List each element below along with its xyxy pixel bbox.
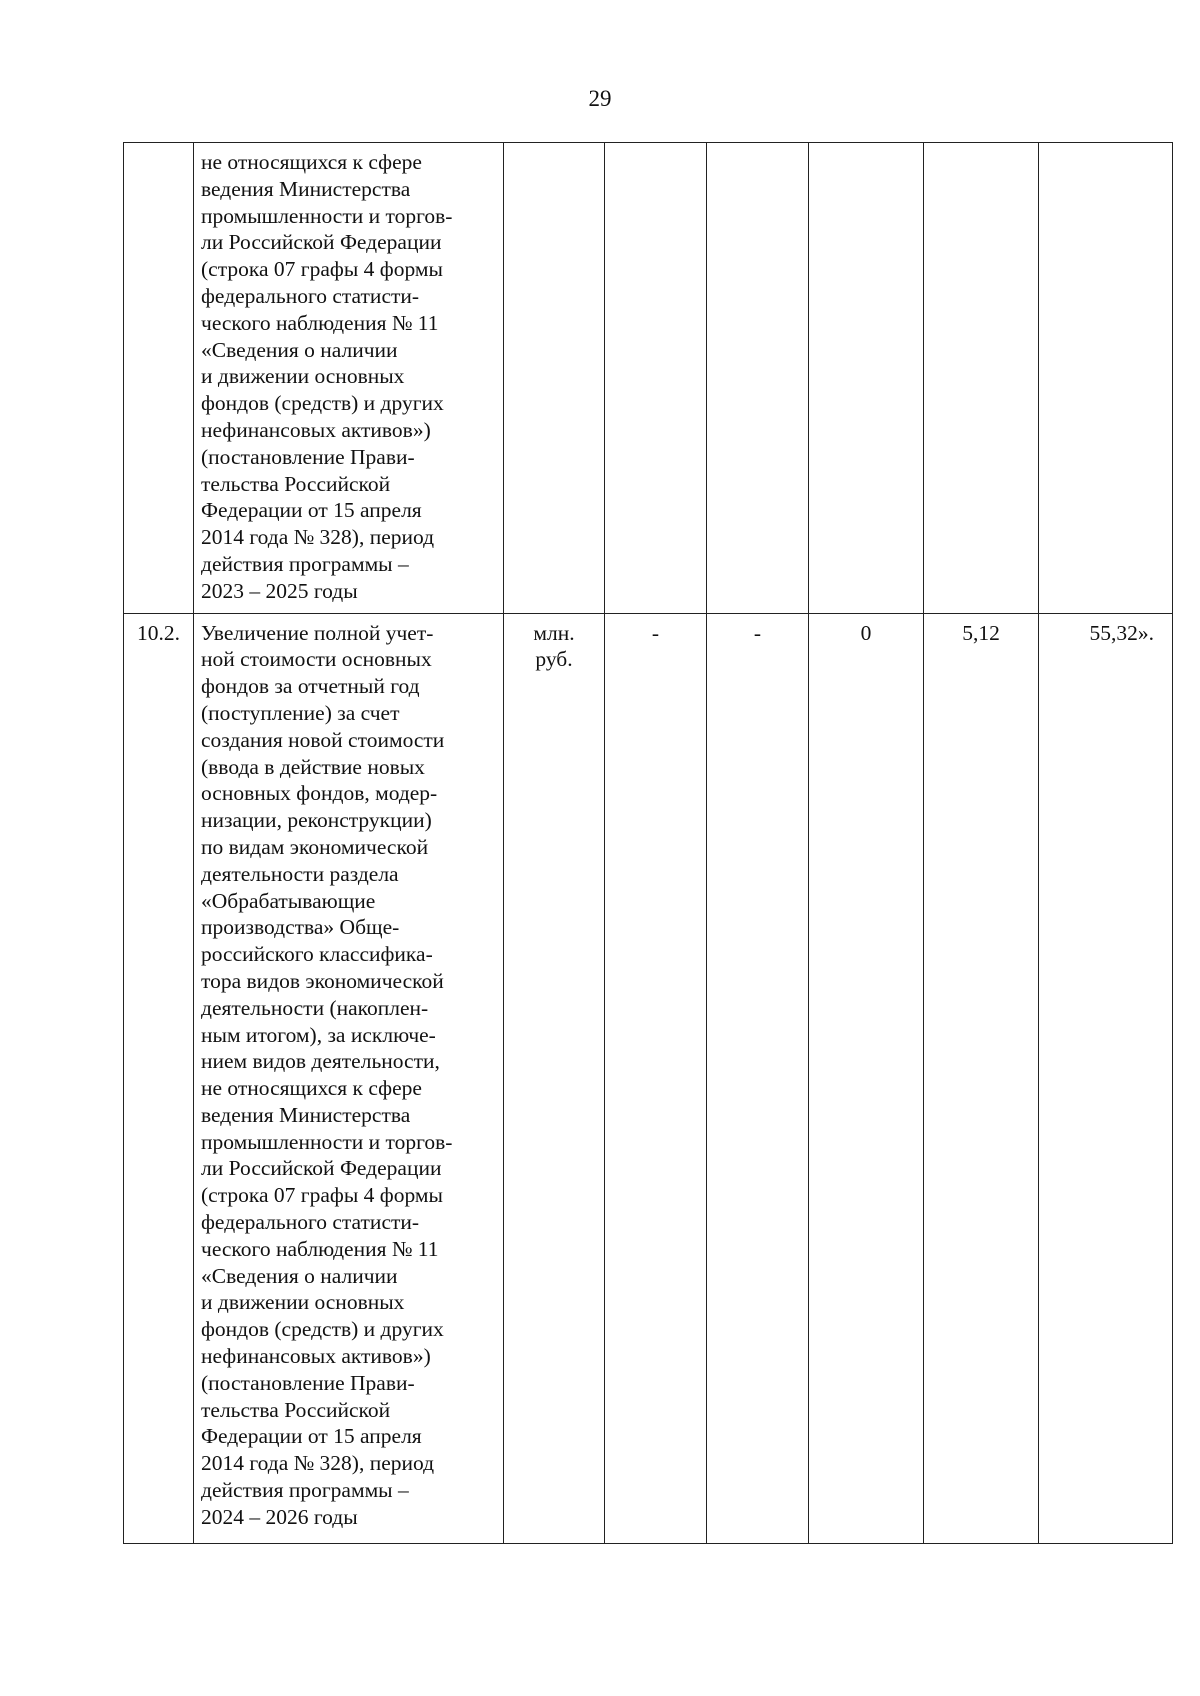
indicator-name-line: ной стоимости основных <box>201 647 432 672</box>
unit-cell <box>504 613 605 1543</box>
indicator-name-line: основных фондов, модер- <box>201 781 438 806</box>
indicator-name-line: «Сведения о наличии <box>201 1263 398 1288</box>
indicator-name-line: низации, реконструкции) <box>201 808 432 833</box>
indicator-name-line: (строка 07 графы 4 формы <box>201 1183 443 1208</box>
indicator-name-cell <box>194 613 504 1543</box>
value-cell: 0 <box>809 613 924 1543</box>
indicator-name-line: и движении основных <box>201 1290 405 1315</box>
indicator-name-line: 2023 – 2025 годы <box>201 578 358 603</box>
value-cell: 5,12 <box>924 613 1039 1543</box>
value-cell <box>809 143 924 614</box>
indicator-name-line: по видам экономической <box>201 834 429 859</box>
value-cell: 55,32». <box>1039 613 1173 1543</box>
indicator-name-line: не относящихся к сфере <box>201 150 422 174</box>
indicator-name-line: 2024 – 2026 годы <box>201 1504 358 1529</box>
unit-line: руб. <box>535 647 573 672</box>
indicator-name-line: тора видов экономической <box>201 968 444 993</box>
indicator-name-line: ведения Министерства <box>201 1102 411 1127</box>
indicator-name-line: фондов (средств) и других <box>201 391 444 416</box>
table-row <box>124 143 1173 614</box>
indicator-name-line: фондов (средств) и других <box>201 1317 444 1342</box>
indicator-name-line: производства» Обще- <box>201 915 400 940</box>
indicator-name-cell <box>194 143 504 614</box>
indicator-name-line: ческого наблюдения № 11 <box>201 310 439 335</box>
value-cell: - <box>605 613 707 1543</box>
value-cell <box>707 143 809 614</box>
indicator-name-line: 2014 года № 328), период <box>201 525 435 550</box>
indicator-name-line: российского классифика- <box>201 942 433 967</box>
unit-line: млн. <box>533 620 575 645</box>
value-cell: - <box>707 613 809 1543</box>
indicator-name-line: Федерации от 15 апреля <box>201 498 422 523</box>
indicator-name-line: деятельности раздела <box>201 861 399 886</box>
unit-cell <box>504 143 605 614</box>
indicator-name-line: тельства Российской <box>201 1397 391 1422</box>
indicator-name-line: (строка 07 графы 4 формы <box>201 257 443 282</box>
value-cell <box>924 143 1039 614</box>
indicator-name-line: «Сведения о наличии <box>201 337 398 362</box>
row-number-cell: 10.2. <box>124 613 194 1543</box>
indicator-name-line: промышленности и торгов- <box>201 1129 453 1154</box>
table-row <box>124 613 1173 1543</box>
indicator-name-line: ведения Министерства <box>201 176 411 201</box>
indicator-name-line: фондов за отчетный год <box>201 674 420 699</box>
indicator-name-line: нефинансовых активов») <box>201 417 431 442</box>
indicator-name-line: и движении основных <box>201 364 405 389</box>
indicator-name-line: нием видов деятельности, <box>201 1049 440 1074</box>
indicator-name-line: создания новой стоимости <box>201 727 445 752</box>
indicator-name-line: Увеличение полной учет- <box>201 620 434 645</box>
indicator-name-line: ческого наблюдения № 11 <box>201 1236 439 1261</box>
indicator-name-line: (постановление Прави- <box>201 1370 415 1395</box>
page-number: 29 <box>588 86 612 111</box>
value-cell <box>605 143 707 614</box>
indicator-name-line: 2014 года № 328), период <box>201 1451 435 1476</box>
indicator-table <box>123 142 1173 1544</box>
indicator-name-line: федерального статисти- <box>201 283 420 308</box>
indicator-name-line: нефинансовых активов») <box>201 1344 431 1369</box>
indicator-name-line: (ввода в действие новых <box>201 754 425 779</box>
indicator-name-line: Федерации от 15 апреля <box>201 1424 422 1449</box>
indicator-name-line: (поступление) за счет <box>201 700 400 725</box>
indicator-name-line: промышленности и торгов- <box>201 203 453 228</box>
indicator-name-line: «Обрабатывающие <box>201 888 376 913</box>
indicator-name-line: действия программы – <box>201 1478 409 1503</box>
row-number-cell <box>124 143 194 614</box>
indicator-name-line: федерального статисти- <box>201 1210 420 1235</box>
value-cell <box>1039 143 1173 614</box>
indicator-name-line: ли Российской Федерации <box>201 1156 442 1181</box>
indicator-name-line: ли Российской Федерации <box>201 230 442 255</box>
indicator-name-line: не относящихся к сфере <box>201 1076 422 1101</box>
indicator-name-line: тельства Российской <box>201 471 391 496</box>
indicator-name-line: (постановление Прави- <box>201 444 415 469</box>
indicator-name-line: деятельности (накоплен- <box>201 995 429 1020</box>
indicator-name-line: действия программы – <box>201 551 409 576</box>
indicator-name-line: ным итогом), за исключе- <box>201 1022 436 1047</box>
